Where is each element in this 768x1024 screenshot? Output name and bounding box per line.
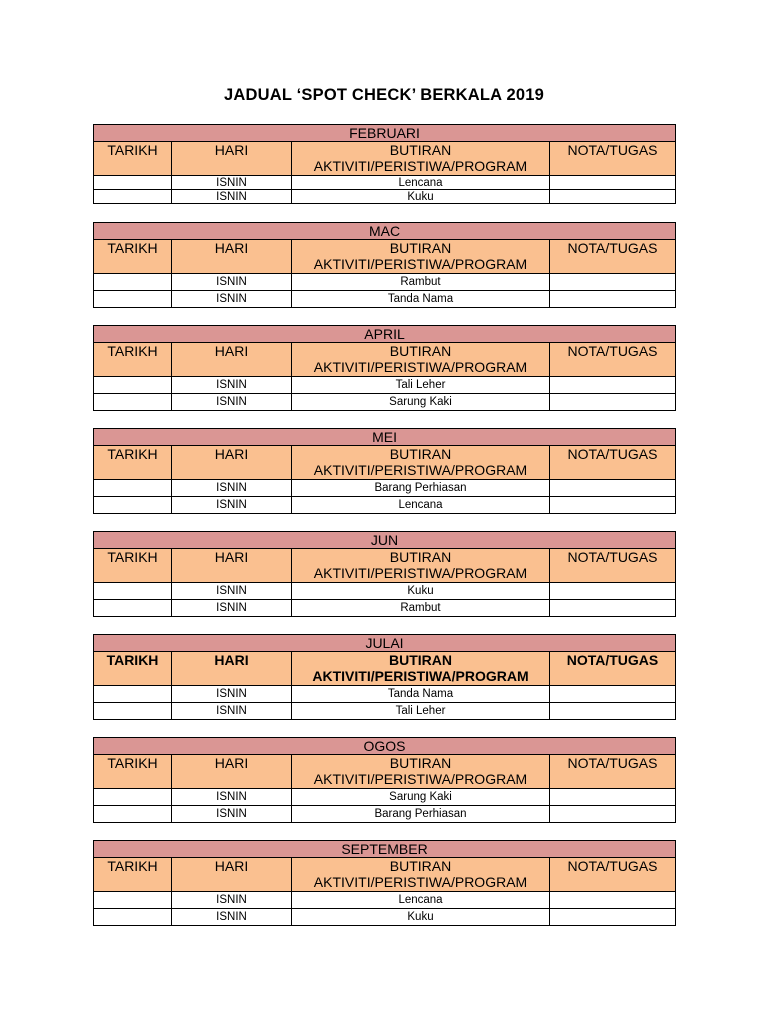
cell-butiran: Barang Perhiasan — [292, 480, 550, 497]
cell-tarikh — [94, 394, 172, 411]
header-butiran-line1: BUTIRAN — [389, 549, 452, 565]
cell-tarikh — [94, 806, 172, 823]
page-title: JADUAL ‘SPOT CHECK’ BERKALA 2019 — [224, 86, 544, 104]
header-row — [94, 549, 676, 583]
header-nota: NOTA/TUGAS — [550, 652, 676, 686]
header-butiran — [292, 240, 550, 274]
header-row — [94, 240, 676, 274]
header-butiran — [292, 755, 550, 789]
header-nota: NOTA/TUGAS — [550, 755, 676, 789]
cell-nota — [550, 377, 676, 394]
header-nota: NOTA/TUGAS — [550, 343, 676, 377]
header-tarikh: TARIKH — [94, 142, 172, 176]
cell-tarikh — [94, 190, 172, 204]
cell-butiran: Rambut — [292, 274, 550, 291]
month-row — [94, 532, 676, 549]
cell-butiran: Kuku — [292, 909, 550, 926]
table-row — [94, 176, 676, 190]
cell-butiran: Kuku — [292, 190, 550, 204]
month-name: OGOS — [94, 738, 676, 755]
cell-hari: ISNIN — [172, 190, 292, 204]
header-tarikh: TARIKH — [94, 343, 172, 377]
header-butiran — [292, 142, 550, 176]
cell-hari: ISNIN — [172, 806, 292, 823]
header-tarikh: TARIKH — [94, 652, 172, 686]
cell-nota — [550, 703, 676, 720]
table-row — [94, 190, 676, 204]
month-name: MEI — [94, 429, 676, 446]
cell-nota — [550, 291, 676, 308]
month-name: FEBRUARI — [94, 125, 676, 142]
cell-butiran: Tali Leher — [292, 377, 550, 394]
cell-nota — [550, 176, 676, 190]
cell-butiran: Tali Leher — [292, 703, 550, 720]
cell-butiran: Sarung Kaki — [292, 789, 550, 806]
month-row — [94, 125, 676, 142]
table-row — [94, 892, 676, 909]
cell-nota — [550, 394, 676, 411]
table-row — [94, 686, 676, 703]
cell-tarikh — [94, 892, 172, 909]
table-row — [94, 377, 676, 394]
table-row — [94, 274, 676, 291]
month-row — [94, 223, 676, 240]
cell-hari: ISNIN — [172, 600, 292, 617]
month-row — [94, 429, 676, 446]
header-hari: HARI — [172, 343, 292, 377]
table-row — [94, 480, 676, 497]
header-hari: HARI — [172, 446, 292, 480]
header-butiran-line1: BUTIRAN — [389, 858, 452, 874]
header-hari: HARI — [172, 755, 292, 789]
month-name: MAC — [94, 223, 676, 240]
header-tarikh: TARIKH — [94, 446, 172, 480]
cell-nota — [550, 274, 676, 291]
header-butiran — [292, 343, 550, 377]
header-nota: NOTA/TUGAS — [550, 240, 676, 274]
cell-nota — [550, 497, 676, 514]
header-butiran — [292, 858, 550, 892]
header-butiran-line1: BUTIRAN — [389, 240, 452, 256]
cell-hari: ISNIN — [172, 703, 292, 720]
header-butiran-line2: AKTIVITI/PERISTIWA/PROGRAM — [313, 158, 528, 174]
cell-butiran: Tanda Nama — [292, 291, 550, 308]
cell-hari: ISNIN — [172, 789, 292, 806]
header-butiran-line1: BUTIRAN — [389, 652, 452, 668]
header-butiran-line2: AKTIVITI/PERISTIWA/PROGRAM — [313, 462, 528, 478]
cell-butiran: Sarung Kaki — [292, 394, 550, 411]
cell-nota — [550, 892, 676, 909]
cell-hari: ISNIN — [172, 480, 292, 497]
month-row — [94, 738, 676, 755]
header-nota: NOTA/TUGAS — [550, 142, 676, 176]
header-hari: HARI — [172, 549, 292, 583]
cell-hari: ISNIN — [172, 892, 292, 909]
table-row — [94, 806, 676, 823]
header-hari: HARI — [172, 652, 292, 686]
header-butiran-line1: BUTIRAN — [389, 755, 452, 771]
header-butiran-line2: AKTIVITI/PERISTIWA/PROGRAM — [313, 874, 528, 890]
cell-tarikh — [94, 291, 172, 308]
cell-tarikh — [94, 583, 172, 600]
month-name: APRIL — [94, 326, 676, 343]
header-butiran-line2: AKTIVITI/PERISTIWA/PROGRAM — [313, 771, 528, 787]
cell-butiran: Lencana — [292, 892, 550, 909]
header-row — [94, 446, 676, 480]
month-table — [93, 840, 676, 926]
cell-tarikh — [94, 703, 172, 720]
header-butiran-line1: BUTIRAN — [389, 343, 452, 359]
month-table — [93, 124, 676, 204]
cell-nota — [550, 686, 676, 703]
table-row — [94, 909, 676, 926]
header-butiran-line2: AKTIVITI/PERISTIWA/PROGRAM — [313, 256, 528, 272]
cell-nota — [550, 789, 676, 806]
table-row — [94, 291, 676, 308]
month-table — [93, 325, 676, 411]
cell-butiran: Kuku — [292, 583, 550, 600]
table-row — [94, 600, 676, 617]
header-row — [94, 142, 676, 176]
cell-nota — [550, 806, 676, 823]
cell-butiran: Rambut — [292, 600, 550, 617]
month-name: JULAI — [94, 635, 676, 652]
month-table — [93, 634, 676, 720]
header-tarikh: TARIKH — [94, 240, 172, 274]
cell-butiran: Barang Perhiasan — [292, 806, 550, 823]
header-tarikh: TARIKH — [94, 549, 172, 583]
cell-butiran: Lencana — [292, 497, 550, 514]
header-row — [94, 343, 676, 377]
cell-tarikh — [94, 274, 172, 291]
month-table — [93, 222, 676, 308]
month-table — [93, 737, 676, 823]
month-row — [94, 326, 676, 343]
header-hari: HARI — [172, 240, 292, 274]
month-name: SEPTEMBER — [94, 841, 676, 858]
header-butiran-line2: AKTIVITI/PERISTIWA/PROGRAM — [313, 359, 528, 375]
cell-hari: ISNIN — [172, 686, 292, 703]
cell-hari: ISNIN — [172, 176, 292, 190]
table-row — [94, 497, 676, 514]
header-row — [94, 858, 676, 892]
cell-butiran: Tanda Nama — [292, 686, 550, 703]
cell-nota — [550, 909, 676, 926]
cell-tarikh — [94, 686, 172, 703]
header-butiran — [292, 549, 550, 583]
month-table — [93, 531, 676, 617]
cell-nota — [550, 600, 676, 617]
header-butiran — [292, 446, 550, 480]
header-butiran-line1: BUTIRAN — [389, 142, 452, 158]
cell-hari: ISNIN — [172, 377, 292, 394]
month-row — [94, 841, 676, 858]
header-hari: HARI — [172, 858, 292, 892]
header-butiran — [292, 652, 550, 686]
header-butiran-line2: AKTIVITI/PERISTIWA/PROGRAM — [312, 668, 529, 684]
cell-tarikh — [94, 497, 172, 514]
cell-butiran: Lencana — [292, 176, 550, 190]
month-name: JUN — [94, 532, 676, 549]
header-nota: NOTA/TUGAS — [550, 858, 676, 892]
cell-tarikh — [94, 377, 172, 394]
cell-tarikh — [94, 600, 172, 617]
table-row — [94, 789, 676, 806]
cell-nota — [550, 583, 676, 600]
cell-hari: ISNIN — [172, 394, 292, 411]
cell-hari: ISNIN — [172, 274, 292, 291]
cell-tarikh — [94, 480, 172, 497]
table-row — [94, 394, 676, 411]
cell-nota — [550, 190, 676, 204]
header-hari: HARI — [172, 142, 292, 176]
header-row — [94, 755, 676, 789]
header-butiran-line1: BUTIRAN — [389, 446, 452, 462]
cell-hari: ISNIN — [172, 291, 292, 308]
table-row — [94, 583, 676, 600]
cell-tarikh — [94, 789, 172, 806]
cell-hari: ISNIN — [172, 497, 292, 514]
header-nota: NOTA/TUGAS — [550, 549, 676, 583]
header-butiran-line2: AKTIVITI/PERISTIWA/PROGRAM — [313, 565, 528, 581]
cell-nota — [550, 480, 676, 497]
header-tarikh: TARIKH — [94, 858, 172, 892]
month-row — [94, 635, 676, 652]
header-nota: NOTA/TUGAS — [550, 446, 676, 480]
table-row — [94, 703, 676, 720]
cell-hari: ISNIN — [172, 909, 292, 926]
header-tarikh: TARIKH — [94, 755, 172, 789]
header-row — [94, 652, 676, 686]
cell-hari: ISNIN — [172, 583, 292, 600]
month-table — [93, 428, 676, 514]
cell-tarikh — [94, 176, 172, 190]
cell-tarikh — [94, 909, 172, 926]
